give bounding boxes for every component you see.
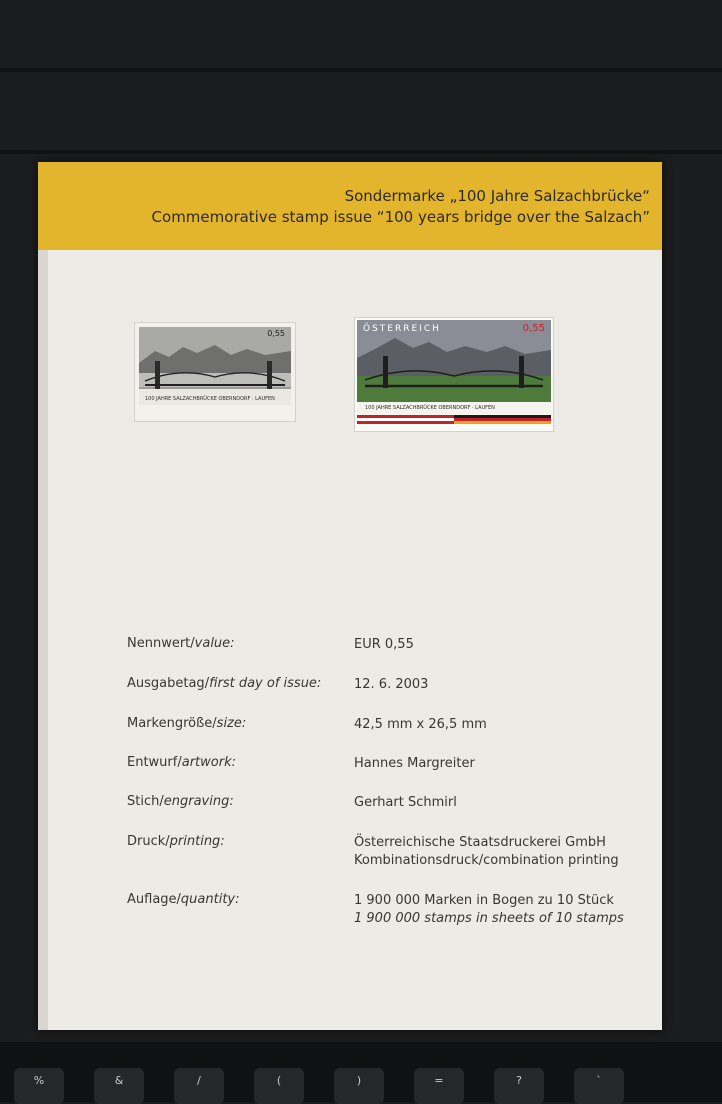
sheet-edge <box>38 250 48 1030</box>
stamp-value-color: 0,55 <box>522 323 545 334</box>
background-shelf <box>0 68 722 72</box>
detail-label: Ausgabetag/first day of issue: <box>127 676 322 691</box>
keyboard-key: / <box>174 1068 224 1104</box>
background-shelf <box>0 150 722 154</box>
detail-value: Gerhart Schmirl <box>354 795 457 810</box>
keyboard-key: ` <box>574 1068 624 1104</box>
title-english: Commemorative stamp issue “100 years bridge over the Salzach” <box>151 208 650 226</box>
card-header <box>38 162 662 250</box>
stamp-info-card <box>38 162 662 1030</box>
keyboard-key: ( <box>254 1068 304 1104</box>
keyboard-key: % <box>14 1068 64 1104</box>
stamp-caption-color: 100 JAHRE SALZACHBRÜCKE OBERNDORF · LAUFEN <box>365 405 495 411</box>
detail-label: Nennwert/value: <box>127 636 235 651</box>
detail-label: Stich/engraving: <box>127 794 234 809</box>
detail-value: 42,5 mm x 26,5 mm <box>354 717 487 732</box>
detail-value: EUR 0,55 <box>354 637 414 652</box>
stamp-value-grey: 0,55 <box>267 329 285 338</box>
detail-label: Markengröße/size: <box>127 716 247 731</box>
detail-label: Druck/printing: <box>127 834 225 849</box>
detail-value: 1 900 000 Marken in Bogen zu 10 Stück 1 900 000 stamps in sheets of 10 stamps <box>354 893 624 926</box>
stamp-color <box>354 317 554 432</box>
keyboard-key: & <box>94 1068 144 1104</box>
stamp-color-image <box>355 318 553 431</box>
keyboard <box>0 1042 722 1102</box>
stamp-country-label: ÖSTERREICH <box>363 324 441 334</box>
detail-label: Auflage/quantity: <box>127 892 240 907</box>
stamp-caption-grey: 100 JAHRE SALZACHBRÜCKE OBERNDORF · LAUFEN <box>145 396 275 402</box>
detail-value: 12. 6. 2003 <box>354 677 429 692</box>
keyboard-key: = <box>414 1068 464 1104</box>
keyboard-key: ) <box>334 1068 384 1104</box>
stamp-proof-grey <box>134 322 296 422</box>
detail-value: Hannes Margreiter <box>354 756 475 771</box>
detail-label: Entwurf/artwork: <box>127 755 236 770</box>
keyboard-key: ? <box>494 1068 544 1104</box>
detail-value: Österreichische Staatsdruckerei GmbH Kombinationsdruck/combination printing <box>354 835 619 868</box>
title-german: Sondermarke „100 Jahre Salzachbrücke“ <box>344 187 650 205</box>
